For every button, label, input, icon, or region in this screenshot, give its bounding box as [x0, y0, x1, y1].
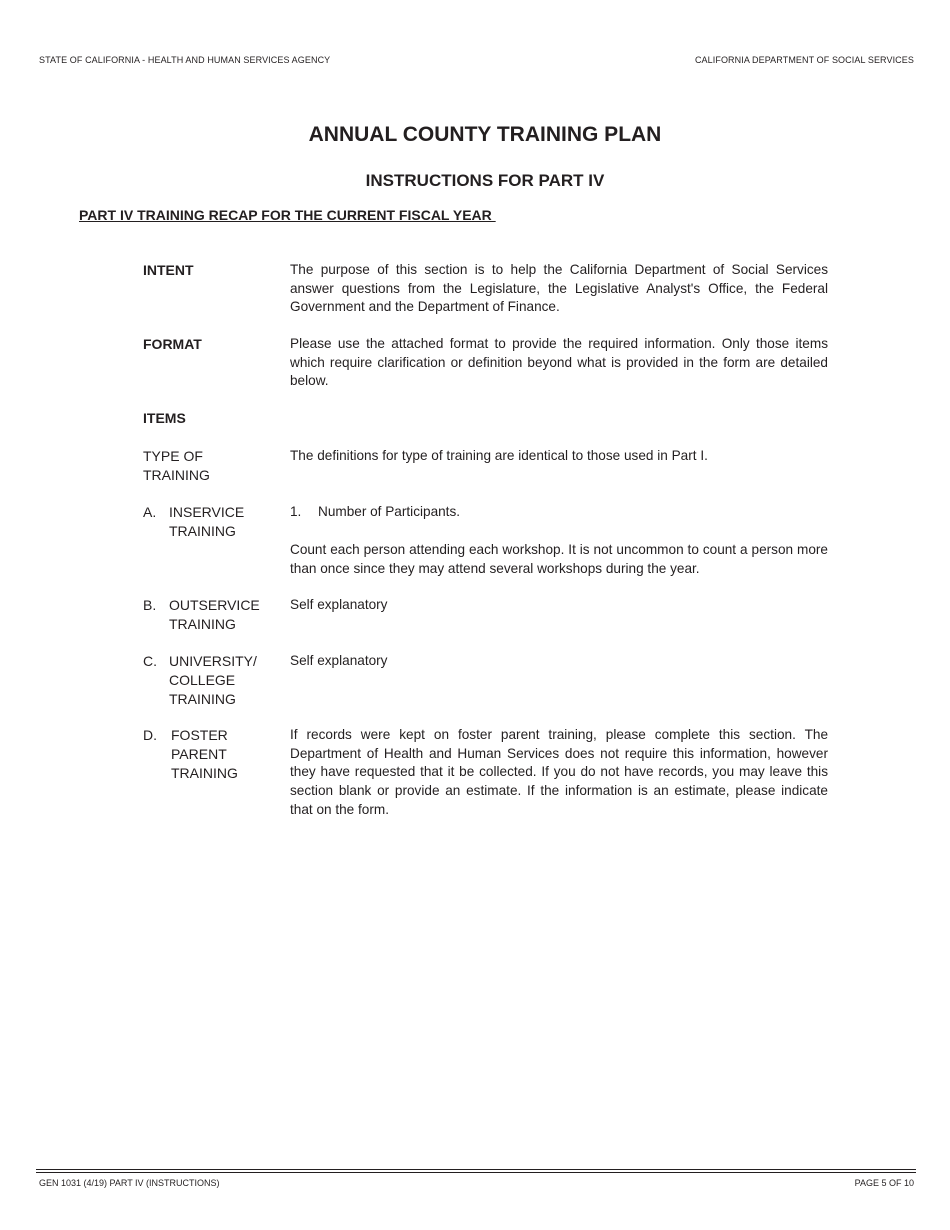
outservice-letter: B. — [143, 597, 157, 613]
university-label-line3: TRAINING — [169, 691, 236, 707]
footer-form-id: GEN 1031 (4/19) PART IV (INSTRUCTIONS) — [39, 1178, 220, 1188]
page-title: ANNUAL COUNTY TRAINING PLAN — [308, 123, 662, 146]
foster-label — [171, 726, 238, 783]
foster-text: If records were kept on foster parent training, please complete this section. The Department of Health and Human Services does not require this information, however they have requested that it be collected. If you do not have records, you may leave this section blank or provide an estimate. If the information is an estimate, please indicate that on the form. — [290, 727, 828, 817]
header-agency: STATE OF CALIFORNIA - HEALTH AND HUMAN SERVICES AGENCY — [39, 55, 331, 65]
foster-letter: D. — [143, 727, 157, 743]
inservice-label-line2: TRAINING — [169, 523, 236, 539]
intent-label: INTENT — [143, 262, 194, 278]
type-of-training-text: The definitions for type of training are identical to those used in Part I. — [290, 448, 708, 463]
university-label-line1: UNIVERSITY/ — [169, 653, 257, 669]
university-label-line2: COLLEGE — [169, 672, 236, 688]
part-heading: PART IV TRAINING RECAP FOR THE CURRENT FISCAL YEAR — [79, 207, 496, 223]
format-label: FORMAT — [143, 336, 202, 352]
university-text: Self explanatory — [290, 653, 388, 668]
page-subtitle: INSTRUCTIONS FOR PART IV — [365, 171, 605, 190]
outservice-label — [169, 596, 260, 634]
outservice-text: Self explanatory — [290, 597, 388, 612]
inservice-letter: A. — [143, 504, 157, 520]
university-label — [169, 652, 257, 709]
inservice-item-number: 1. — [290, 504, 302, 519]
footer-rule-top — [36, 1169, 916, 1170]
foster-label-line1: FOSTER — [171, 727, 228, 743]
inservice-text: Count each person attending each workshop. It is not uncommon to count a person more than once since they may attend several workshops during the year. — [290, 542, 828, 576]
foster-label-line2: PARENT — [171, 746, 227, 762]
type-of-training-label-line2: TRAINING — [143, 467, 210, 483]
footer-page-number: PAGE 5 OF 10 — [854, 1178, 914, 1188]
intent-text: The purpose of this section is to help the California Department of Social Services answer questions from the Legislature, the Legislative Analyst's Office, the Federal Government and the Department of Finance. — [290, 262, 828, 315]
header-department: CALIFORNIA DEPARTMENT OF SOCIAL SERVICES — [694, 55, 914, 65]
outservice-label-line1: OUTSERVICE — [169, 597, 260, 613]
format-text: Please use the attached format to provide the required information. Only those items which require clarification or definition beyond what is provided in the form are detailed below. — [290, 336, 828, 389]
items-label: ITEMS — [143, 410, 186, 426]
foster-label-line3: TRAINING — [171, 765, 238, 781]
footer-rule-bottom — [36, 1172, 916, 1173]
outservice-label-line2: TRAINING — [169, 616, 236, 632]
inservice-label — [169, 503, 244, 541]
type-of-training-label-line1: TYPE OF — [143, 448, 203, 464]
inservice-label-line1: INSERVICE — [169, 504, 245, 520]
type-of-training-label — [143, 447, 210, 485]
inservice-item-text: Number of Participants. — [318, 504, 461, 519]
inservice-numbered-item — [290, 503, 460, 522]
university-letter: C. — [143, 653, 157, 669]
